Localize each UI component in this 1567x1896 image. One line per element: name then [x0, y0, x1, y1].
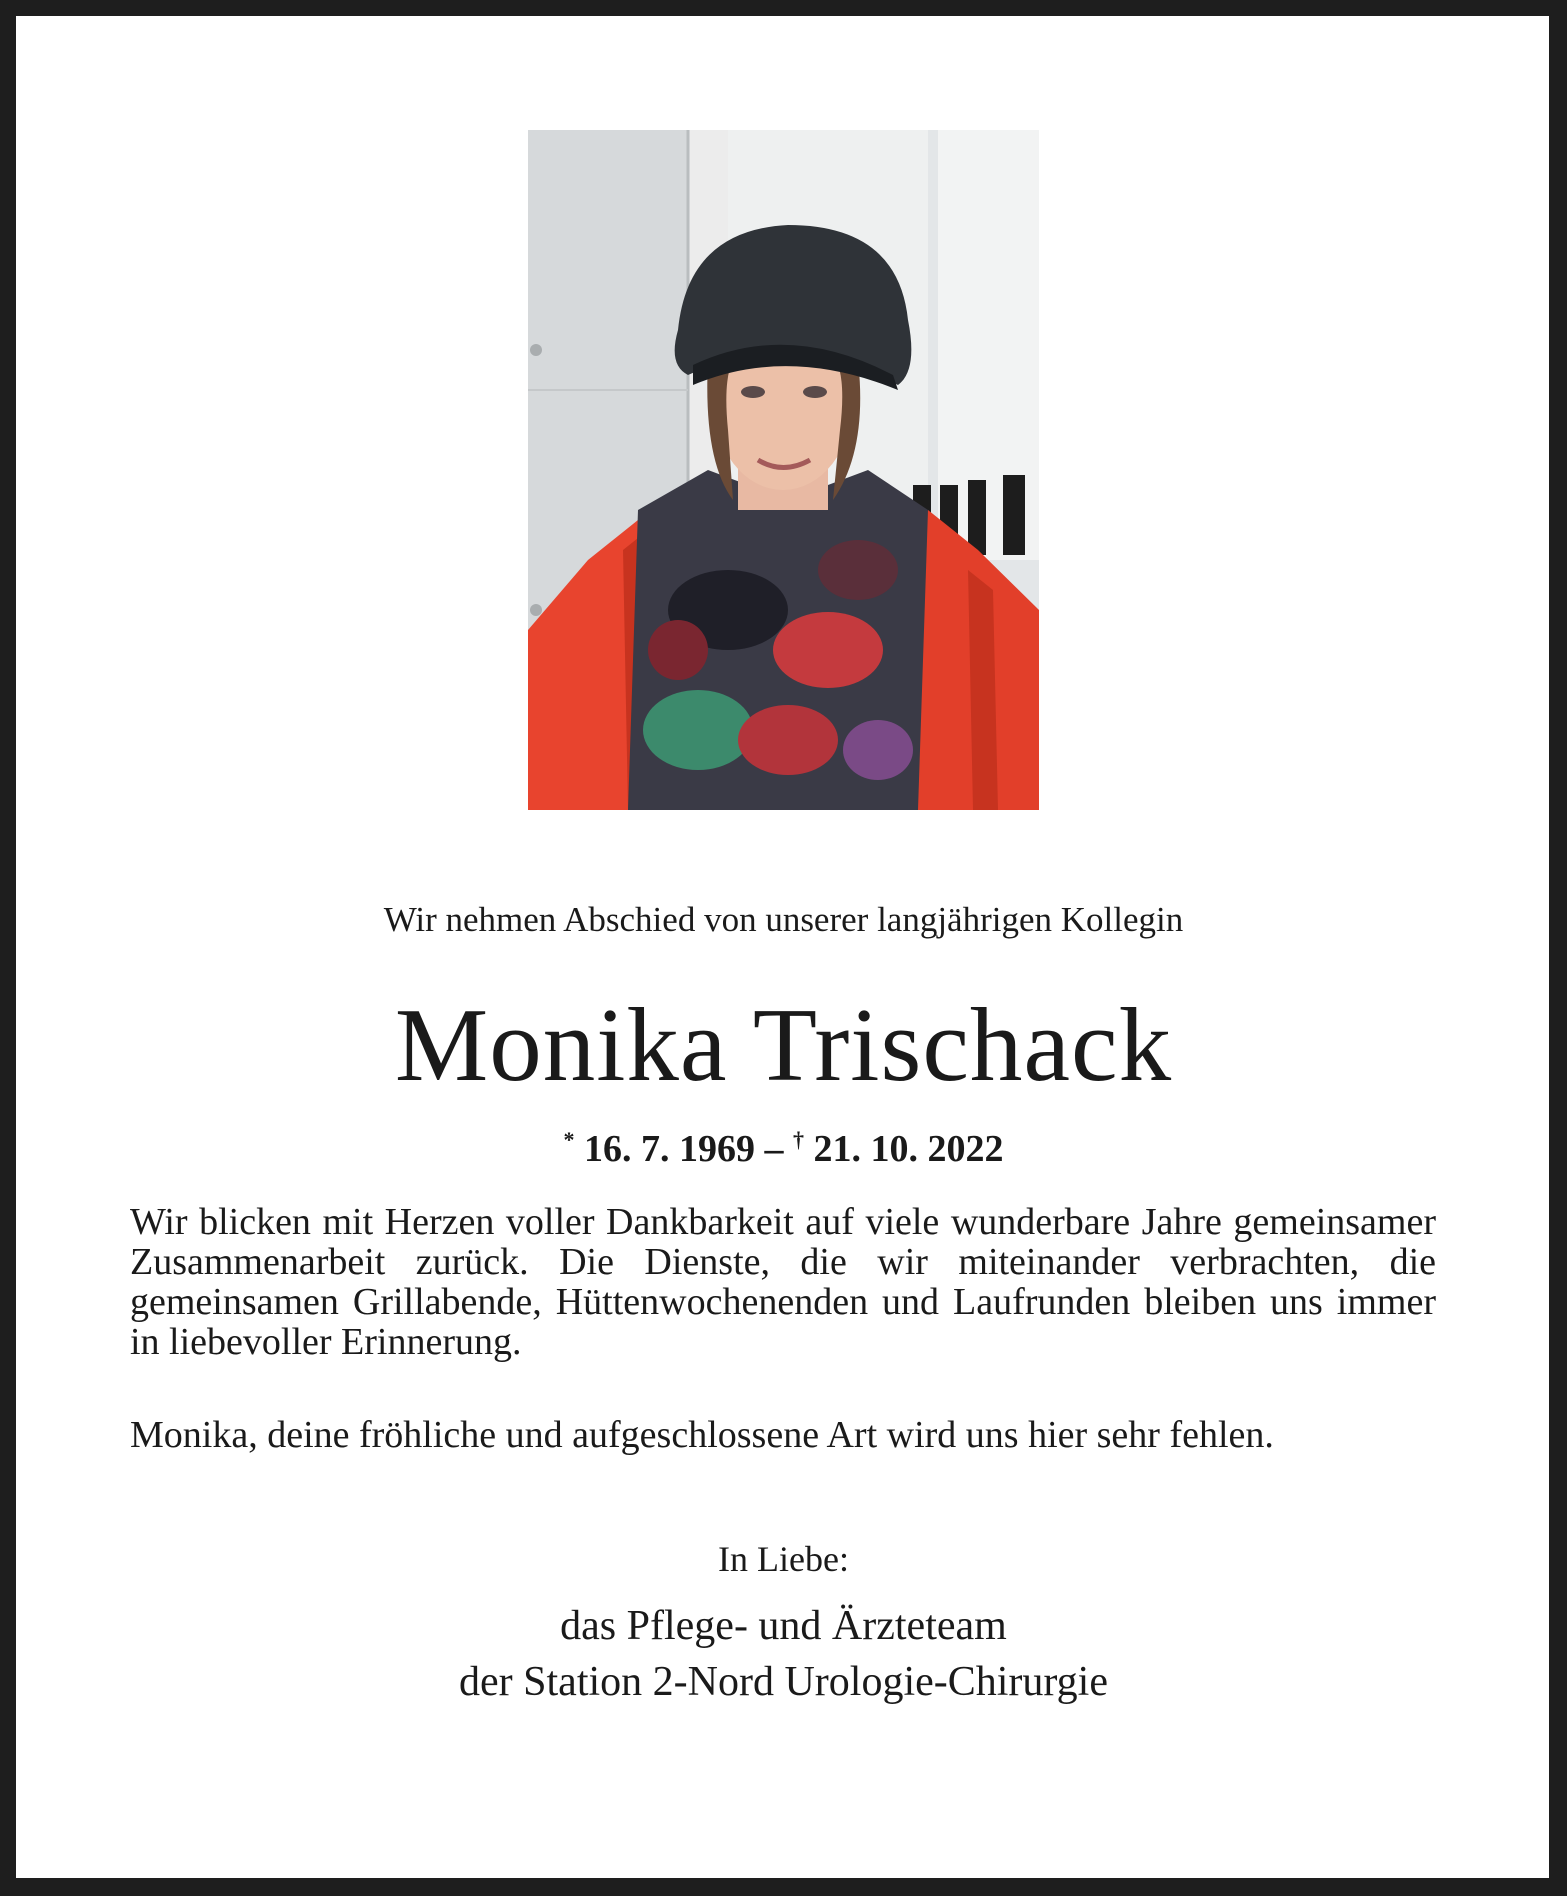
deceased-name: Monika Trischack: [394, 986, 1173, 1103]
memorial-paragraph: Wir blicken mit Herzen voller Dankbarkeit auf viele wunderbare Jahre gemeinsamer Zusammenarbeit zurück. Die Dienste, die wir miteinander verbrachten, die gemeinsamen Grillabende, Hüttenwochenenden und Laufrunden bleiben uns immer in liebevoller Erinnerung.: [130, 1201, 1436, 1363]
memorial-paragraph: Monika, deine fröhliche und aufgeschlossene Art wird uns hier sehr fehlen.: [130, 1414, 1274, 1456]
intro-text: Wir nehmen Abschied von unserer langjährigen Kollegin: [383, 900, 1184, 939]
closing-phrase: In Liebe:: [718, 1539, 849, 1579]
birth-date: 16. 7. 1969: [584, 1128, 755, 1170]
date-separator: –: [755, 1128, 793, 1170]
portrait-image: [528, 130, 1039, 810]
signer-line-2: der Station 2-Nord Urologie-Chirurgie: [459, 1659, 1108, 1705]
birth-symbol: *: [563, 1127, 575, 1152]
signer-block: [0, 1598, 1567, 1710]
death-date: 21. 10. 2022: [813, 1128, 1004, 1170]
death-symbol: †: [793, 1127, 804, 1152]
life-dates: [0, 1117, 1567, 1172]
portrait-photo: [528, 130, 1039, 810]
signer-line-1: das Pflege- und Ärzteteam: [560, 1603, 1007, 1649]
